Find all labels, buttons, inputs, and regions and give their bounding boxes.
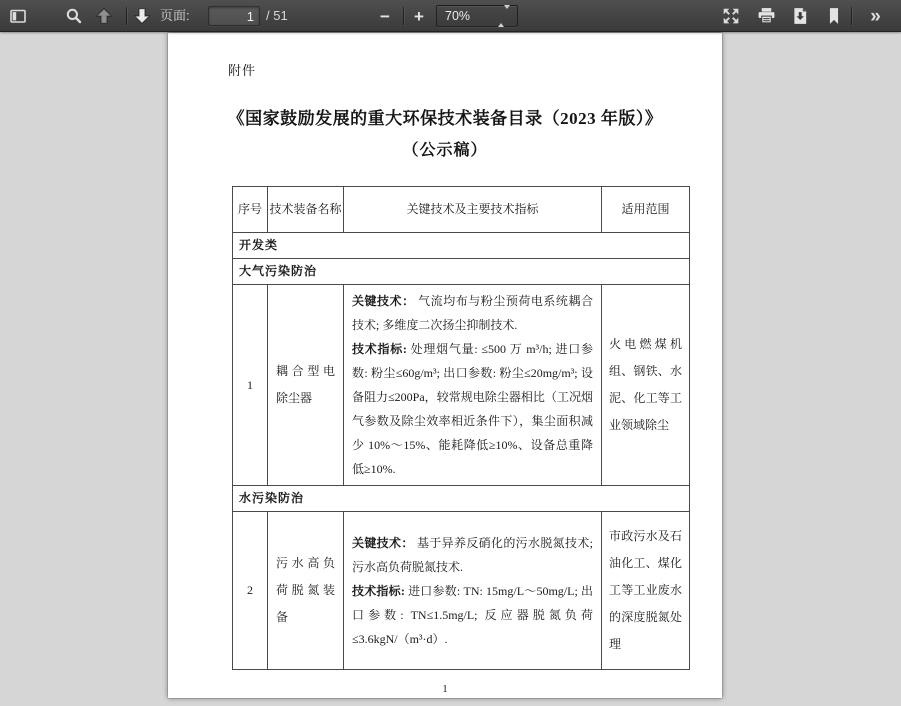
cell-seq-no: 1 xyxy=(233,285,268,486)
section-label: 大气污染防治 xyxy=(233,259,690,285)
zoom-in-button[interactable] xyxy=(406,4,432,28)
attachment-label: 附件 xyxy=(228,63,257,78)
indicator-text: 进口参数: TN: 15mg/L～50mg/L; 出口参数: TN≤1.5mg/L; 反应器脱氮负荷≤3.6kgN/（m³·d）. xyxy=(352,583,594,646)
zoom-out-icon: − xyxy=(380,6,390,26)
sidebar-toggle-icon xyxy=(9,7,27,25)
cell-key-tech xyxy=(344,285,602,486)
table-row xyxy=(233,512,690,670)
more-tools-button[interactable] xyxy=(858,4,892,28)
cell-scope: 火电燃煤机组、钢铁、水泥、化工等工业领域除尘 xyxy=(602,285,690,486)
zoom-level-value: 70% xyxy=(445,9,471,23)
find-button[interactable] xyxy=(61,4,87,28)
search-icon xyxy=(65,7,83,25)
section-label: 水污染防治 xyxy=(233,486,690,512)
section-row xyxy=(233,486,690,512)
header-scope: 适用范围 xyxy=(602,187,690,233)
double-chevron-icon: » xyxy=(870,5,880,27)
previous-page-button[interactable] xyxy=(91,4,117,28)
header-equipment-name: 技术装备名称 xyxy=(268,187,344,233)
print-icon xyxy=(757,7,776,25)
zoom-level-select[interactable] xyxy=(436,5,518,27)
cell-key-tech xyxy=(344,512,602,670)
cell-scope: 市政污水及石油化工、煤化工等工业废水的深度脱氮处理 xyxy=(602,512,690,670)
section-row xyxy=(233,259,690,285)
bookmark-icon xyxy=(825,7,843,25)
presentation-mode-icon xyxy=(722,7,740,25)
page-label: 页面: xyxy=(160,8,190,23)
page-down-icon xyxy=(133,7,151,25)
pdf-viewer-area[interactable] xyxy=(0,33,901,706)
cell-equipment-name: 耦合型电除尘器 xyxy=(268,285,344,486)
download-icon xyxy=(791,7,809,25)
bookmark-button[interactable] xyxy=(821,4,847,28)
toolbar-separator xyxy=(851,7,852,25)
pdf-toolbar xyxy=(0,0,901,32)
indicator-text: 处理烟气量: ≤500 万 m³/h; 进口参数: 粉尘≤60g/m³; 出口参数: 粉尘≤20mg/m³; 设备阻力≤200Pa，较常规电除尘器相比（工况烟气参数及除尘效率相近条件下），集尘面积减少 10%～15%、能耗降低≥10%、设备总重降低≥10%. xyxy=(352,342,593,476)
table-row xyxy=(233,285,690,486)
document-subtitle: （公示稿） xyxy=(402,142,488,159)
cell-seq-no: 2 xyxy=(233,512,268,670)
document-title: 《国家鼓励发展的重大环保技术装备目录（2023 年版）》 xyxy=(227,109,663,128)
indicator-label: 技术指标: xyxy=(352,342,407,356)
section-label: 开发类 xyxy=(233,233,690,259)
next-page-button[interactable] xyxy=(129,4,155,28)
page-count-label: / 51 xyxy=(266,8,288,23)
toolbar-separator xyxy=(403,7,404,25)
key-tech-text: 气流均布与粉尘预荷电系统耦合技术; 多维度二次扬尘抑制技术. xyxy=(352,294,593,332)
pdf-page xyxy=(168,33,722,698)
header-key-tech: 关键技术及主要技术指标 xyxy=(344,187,602,233)
catalog-table xyxy=(232,186,690,670)
page-up-icon xyxy=(95,7,113,25)
indicator-label: 技术指标: xyxy=(352,583,405,598)
key-tech-label: 关键技术： xyxy=(352,535,414,550)
table-header-row xyxy=(233,187,690,233)
select-arrows-icon xyxy=(498,6,510,26)
sidebar-toggle-button[interactable] xyxy=(5,4,31,28)
key-tech-label: 关键技术： xyxy=(352,294,415,308)
key-tech-text: 基于异养反硝化的污水脱氮技术; 污水高负荷脱氮技术. xyxy=(352,535,593,574)
toolbar-separator xyxy=(126,7,127,25)
page-number-footer: 1 xyxy=(442,683,448,695)
cell-equipment-name: 污水高负荷脱氮装备 xyxy=(268,512,344,670)
download-button[interactable] xyxy=(787,4,813,28)
page-number-input[interactable] xyxy=(208,6,260,26)
section-row xyxy=(233,233,690,259)
zoom-in-icon: + xyxy=(414,6,424,26)
presentation-mode-button[interactable] xyxy=(718,4,744,28)
print-button[interactable] xyxy=(753,4,779,28)
zoom-out-button[interactable] xyxy=(372,4,398,28)
header-seq-no: 序号 xyxy=(233,187,268,233)
